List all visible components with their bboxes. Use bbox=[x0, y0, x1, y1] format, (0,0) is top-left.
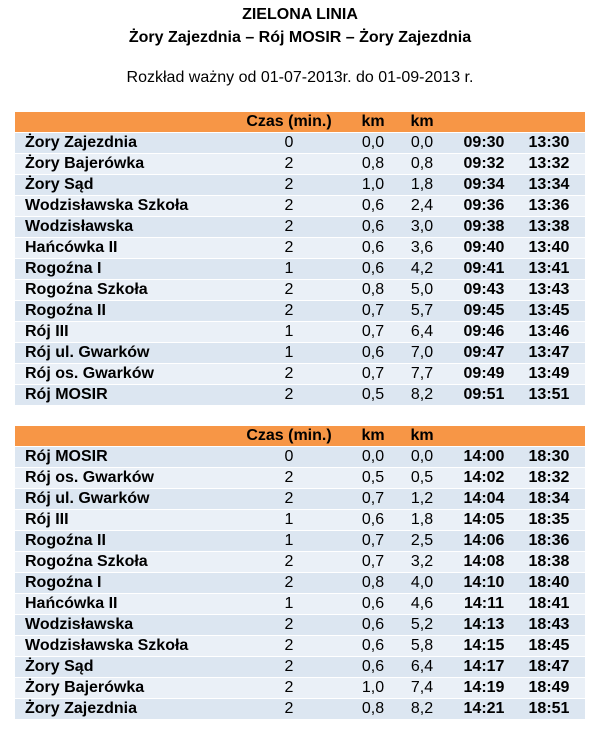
table-row bbox=[15, 447, 585, 468]
travel-time: 2 bbox=[284, 218, 294, 235]
header-segment-km: km bbox=[361, 427, 385, 444]
stop-name: Żory Sąd bbox=[25, 176, 94, 193]
segment-km: 0,6 bbox=[361, 511, 385, 528]
departure-time-1: 09:32 bbox=[463, 155, 505, 172]
travel-time: 2 bbox=[284, 469, 294, 486]
departure-time-1: 09:46 bbox=[463, 323, 505, 340]
departure-time-2: 18:51 bbox=[528, 700, 570, 717]
departure-time-1: 14:04 bbox=[463, 490, 505, 507]
departure-time-1: 14:05 bbox=[463, 511, 505, 528]
table-row bbox=[15, 133, 585, 154]
table-row bbox=[15, 678, 585, 699]
stop-name: Rogoźna Szkoła bbox=[25, 553, 148, 570]
departure-time-1: 14:15 bbox=[463, 637, 505, 654]
stop-name: Hańcówka II bbox=[25, 239, 118, 256]
departure-time-2: 13:32 bbox=[528, 155, 570, 172]
stop-name: Hańcówka II bbox=[25, 595, 118, 612]
total-km: 8,2 bbox=[410, 700, 434, 717]
departure-time-1: 09:40 bbox=[463, 239, 505, 256]
table-row bbox=[15, 259, 585, 280]
segment-km: 0,5 bbox=[361, 469, 385, 486]
departure-time-1: 14:02 bbox=[463, 469, 505, 486]
segment-km: 0,7 bbox=[361, 365, 385, 382]
departure-time-1: 14:11 bbox=[463, 595, 505, 612]
departure-time-1: 09:43 bbox=[463, 281, 505, 298]
departure-time-1: 09:38 bbox=[463, 218, 505, 235]
departure-time-2: 18:41 bbox=[528, 595, 570, 612]
departure-time-2: 13:51 bbox=[528, 386, 570, 403]
travel-time: 2 bbox=[284, 239, 294, 256]
total-km: 3,2 bbox=[410, 553, 434, 570]
stop-name: Rogoźna I bbox=[25, 260, 102, 277]
timetable-outbound bbox=[15, 112, 585, 406]
departure-time-2: 13:36 bbox=[528, 197, 570, 214]
header-total-km: km bbox=[410, 113, 434, 130]
travel-time: 1 bbox=[284, 323, 294, 340]
departure-time-1: 09:51 bbox=[463, 386, 505, 403]
total-km: 7,7 bbox=[410, 365, 434, 382]
stop-name: Żory Sąd bbox=[25, 658, 94, 675]
travel-time: 2 bbox=[284, 553, 294, 570]
departure-time-1: 09:41 bbox=[463, 260, 505, 277]
departure-time-2: 18:43 bbox=[528, 616, 570, 633]
total-km: 1,8 bbox=[410, 176, 434, 193]
total-km: 0,8 bbox=[410, 155, 434, 172]
stop-name: Rój ul. Gwarków bbox=[25, 490, 150, 507]
departure-time-2: 13:46 bbox=[528, 323, 570, 340]
travel-time: 0 bbox=[284, 448, 294, 465]
segment-km: 0,8 bbox=[361, 281, 385, 298]
stop-name: Rój MOSIR bbox=[25, 448, 108, 465]
total-km: 0,0 bbox=[410, 134, 434, 151]
route-title: Żory Zajezdnia – Rój MOSIR – Żory Zajezdnia bbox=[128, 29, 472, 46]
departure-time-1: 09:30 bbox=[463, 134, 505, 151]
stop-name: Rój III bbox=[25, 511, 69, 528]
departure-time-2: 13:30 bbox=[528, 134, 570, 151]
departure-time-1: 14:19 bbox=[463, 679, 505, 696]
departure-time-2: 13:38 bbox=[528, 218, 570, 235]
total-km: 5,7 bbox=[410, 302, 434, 319]
departure-time-1: 14:08 bbox=[463, 553, 505, 570]
departure-time-2: 18:35 bbox=[528, 511, 570, 528]
table-row bbox=[15, 657, 585, 678]
departure-time-2: 18:45 bbox=[528, 637, 570, 654]
header-travel-time: Czas (min.) bbox=[246, 427, 332, 444]
table-row bbox=[15, 510, 585, 531]
segment-km: 1,0 bbox=[361, 679, 385, 696]
stop-name: Rogoźna I bbox=[25, 574, 102, 591]
stop-name: Wodzisławska Szkoła bbox=[25, 197, 189, 214]
departure-time-2: 18:40 bbox=[528, 574, 570, 591]
departure-time-2: 13:47 bbox=[528, 344, 570, 361]
travel-time: 1 bbox=[284, 511, 294, 528]
segment-km: 0,6 bbox=[361, 616, 385, 633]
stop-name: Rój os. Gwarków bbox=[25, 365, 154, 382]
departure-time-1: 09:36 bbox=[463, 197, 505, 214]
travel-time: 2 bbox=[284, 155, 294, 172]
table-row bbox=[15, 385, 585, 406]
stop-name: Rój III bbox=[25, 323, 69, 340]
table-row bbox=[15, 615, 585, 636]
travel-time: 2 bbox=[284, 302, 294, 319]
stop-name: Rój MOSIR bbox=[25, 386, 108, 403]
total-km: 5,0 bbox=[410, 281, 434, 298]
segment-km: 0,5 bbox=[361, 386, 385, 403]
total-km: 5,2 bbox=[410, 616, 434, 633]
total-km: 3,0 bbox=[410, 218, 434, 235]
total-km: 5,8 bbox=[410, 637, 434, 654]
segment-km: 0,7 bbox=[361, 553, 385, 570]
departure-time-2: 13:45 bbox=[528, 302, 570, 319]
table-row bbox=[15, 280, 585, 301]
table-row bbox=[15, 343, 585, 364]
table-row bbox=[15, 175, 585, 196]
departure-time-2: 13:49 bbox=[528, 365, 570, 382]
stop-name: Rój ul. Gwarków bbox=[25, 344, 150, 361]
stop-name: Rój os. Gwarków bbox=[25, 469, 154, 486]
departure-time-2: 18:47 bbox=[528, 658, 570, 675]
departure-time-2: 13:41 bbox=[528, 260, 570, 277]
table-body bbox=[15, 447, 585, 720]
table-row bbox=[15, 154, 585, 175]
segment-km: 0,8 bbox=[361, 700, 385, 717]
stop-name: Żory Zajezdnia bbox=[25, 134, 138, 151]
travel-time: 2 bbox=[284, 281, 294, 298]
departure-time-2: 18:32 bbox=[528, 469, 570, 486]
total-km: 1,2 bbox=[410, 490, 434, 507]
table-row bbox=[15, 489, 585, 510]
table-row bbox=[15, 594, 585, 615]
stop-name: Żory Bajerówka bbox=[25, 155, 145, 172]
departure-time-1: 14:13 bbox=[463, 616, 505, 633]
header-travel-time: Czas (min.) bbox=[246, 113, 332, 130]
header-segment-km: km bbox=[361, 113, 385, 130]
validity-note: Rozkład ważny od 01-07-2013r. do 01-09-2013 r. bbox=[126, 69, 474, 86]
segment-km: 0,0 bbox=[361, 448, 385, 465]
departure-time-1: 14:00 bbox=[463, 448, 505, 465]
segment-km: 0,6 bbox=[361, 637, 385, 654]
travel-time: 2 bbox=[284, 700, 294, 717]
travel-time: 2 bbox=[284, 637, 294, 654]
table-body bbox=[15, 133, 585, 406]
travel-time: 2 bbox=[284, 490, 294, 507]
total-km: 6,4 bbox=[410, 323, 434, 340]
stop-name: Wodzisławska Szkoła bbox=[25, 637, 189, 654]
stop-name: Żory Zajezdnia bbox=[25, 700, 138, 717]
segment-km: 0,8 bbox=[361, 574, 385, 591]
travel-time: 0 bbox=[284, 134, 294, 151]
segment-km: 0,8 bbox=[361, 155, 385, 172]
timetable-return bbox=[15, 426, 585, 720]
departure-time-1: 09:34 bbox=[463, 176, 505, 193]
segment-km: 0,6 bbox=[361, 197, 385, 214]
table-row bbox=[15, 636, 585, 657]
segment-km: 0,6 bbox=[361, 260, 385, 277]
total-km: 2,4 bbox=[410, 197, 434, 214]
travel-time: 1 bbox=[284, 532, 294, 549]
total-km: 0,0 bbox=[410, 448, 434, 465]
departure-time-2: 13:43 bbox=[528, 281, 570, 298]
departure-time-1: 14:21 bbox=[463, 700, 505, 717]
travel-time: 2 bbox=[284, 365, 294, 382]
total-km: 1,8 bbox=[410, 511, 434, 528]
departure-time-1: 14:06 bbox=[463, 532, 505, 549]
segment-km: 0,7 bbox=[361, 323, 385, 340]
travel-time: 2 bbox=[284, 658, 294, 675]
total-km: 2,5 bbox=[410, 532, 434, 549]
table-row bbox=[15, 196, 585, 217]
table-row bbox=[15, 322, 585, 343]
line-title: ZIELONA LINIA bbox=[242, 6, 358, 23]
departure-time-2: 13:34 bbox=[528, 176, 570, 193]
departure-time-1: 09:45 bbox=[463, 302, 505, 319]
table-row bbox=[15, 217, 585, 238]
stop-name: Żory Bajerówka bbox=[25, 679, 145, 696]
travel-time: 2 bbox=[284, 679, 294, 696]
table-row bbox=[15, 364, 585, 385]
travel-time: 2 bbox=[284, 176, 294, 193]
departure-time-1: 14:17 bbox=[463, 658, 505, 675]
table-row bbox=[15, 468, 585, 489]
total-km: 4,0 bbox=[410, 574, 434, 591]
stop-name: Rogoźna II bbox=[25, 532, 106, 549]
segment-km: 0,7 bbox=[361, 532, 385, 549]
departure-time-1: 09:49 bbox=[463, 365, 505, 382]
departure-time-2: 18:36 bbox=[528, 532, 570, 549]
table-row bbox=[15, 301, 585, 322]
departure-time-2: 18:49 bbox=[528, 679, 570, 696]
table-row bbox=[15, 531, 585, 552]
travel-time: 2 bbox=[284, 616, 294, 633]
departure-time-1: 09:47 bbox=[463, 344, 505, 361]
departure-time-1: 14:10 bbox=[463, 574, 505, 591]
table-row bbox=[15, 552, 585, 573]
travel-time: 1 bbox=[284, 260, 294, 277]
stop-name: Rogoźna II bbox=[25, 302, 106, 319]
travel-time: 2 bbox=[284, 386, 294, 403]
total-km: 4,6 bbox=[410, 595, 434, 612]
total-km: 7,0 bbox=[410, 344, 434, 361]
travel-time: 2 bbox=[284, 197, 294, 214]
stop-name: Rogoźna Szkoła bbox=[25, 281, 148, 298]
segment-km: 0,6 bbox=[361, 218, 385, 235]
total-km: 4,2 bbox=[410, 260, 434, 277]
departure-time-2: 18:38 bbox=[528, 553, 570, 570]
departure-time-2: 18:34 bbox=[528, 490, 570, 507]
total-km: 0,5 bbox=[410, 469, 434, 486]
segment-km: 0,7 bbox=[361, 490, 385, 507]
header-total-km: km bbox=[410, 427, 434, 444]
table-row bbox=[15, 573, 585, 594]
segment-km: 0,6 bbox=[361, 658, 385, 675]
total-km: 8,2 bbox=[410, 386, 434, 403]
total-km: 3,6 bbox=[410, 239, 434, 256]
segment-km: 0,6 bbox=[361, 344, 385, 361]
departure-time-2: 13:40 bbox=[528, 239, 570, 256]
departure-time-2: 18:30 bbox=[528, 448, 570, 465]
table-row bbox=[15, 699, 585, 720]
total-km: 6,4 bbox=[410, 658, 434, 675]
travel-time: 1 bbox=[284, 344, 294, 361]
segment-km: 0,6 bbox=[361, 239, 385, 256]
total-km: 7,4 bbox=[410, 679, 434, 696]
stop-name: Wodzisławska bbox=[25, 616, 134, 633]
table-row bbox=[15, 238, 585, 259]
stop-name: Wodzisławska bbox=[25, 218, 134, 235]
travel-time: 2 bbox=[284, 574, 294, 591]
table-header bbox=[15, 112, 585, 133]
segment-km: 0,0 bbox=[361, 134, 385, 151]
segment-km: 1,0 bbox=[361, 176, 385, 193]
travel-time: 1 bbox=[284, 595, 294, 612]
table-header bbox=[15, 426, 585, 447]
segment-km: 0,7 bbox=[361, 302, 385, 319]
segment-km: 0,6 bbox=[361, 595, 385, 612]
